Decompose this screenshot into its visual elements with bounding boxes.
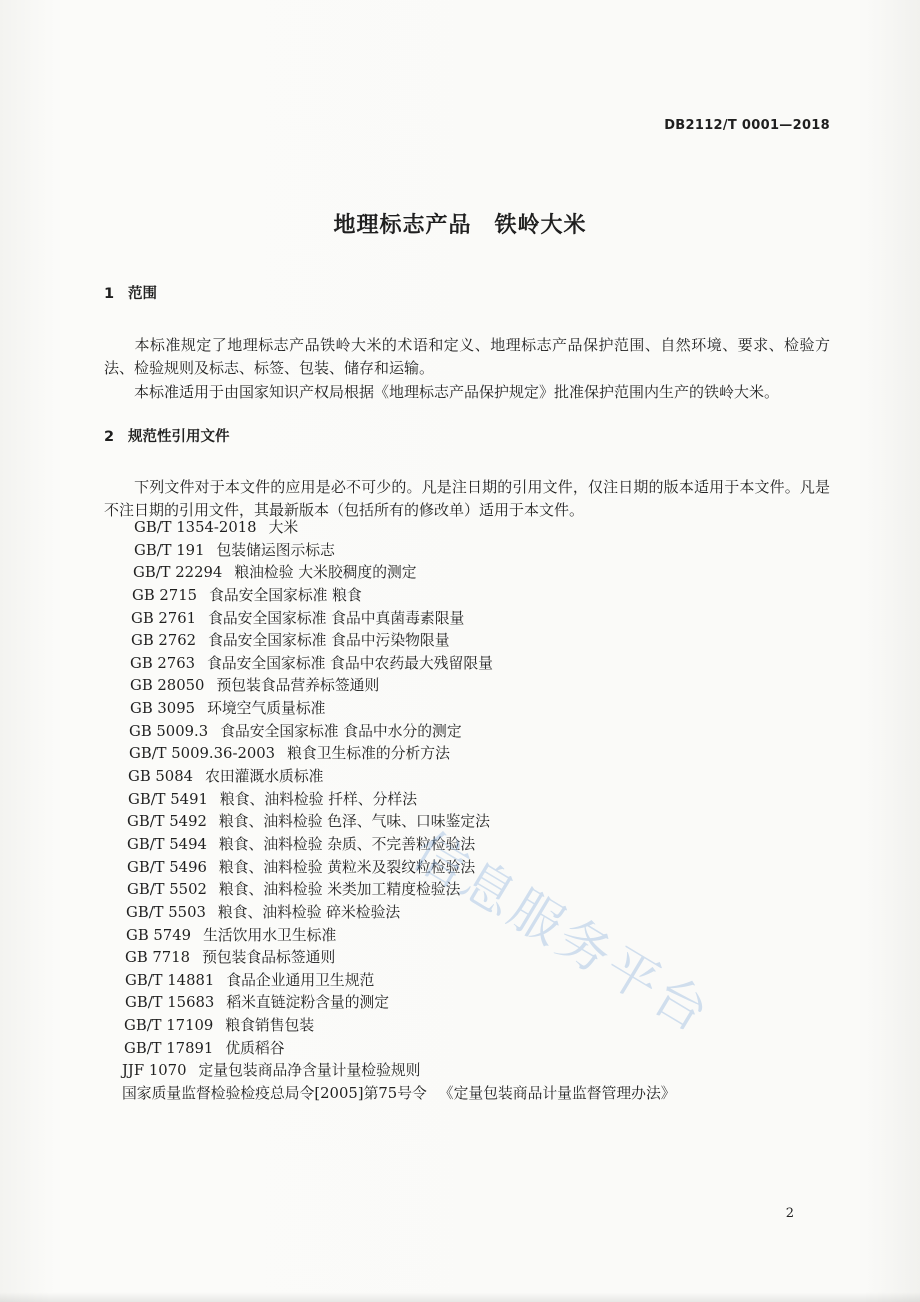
reference-item [120,698,820,721]
section-title: 规范性引用文件 [128,429,230,445]
reference-title: 食品安全国家标准 食品中真菌毒素限量 [208,609,465,627]
watermark: 信息服务平台 [402,821,722,1046]
reference-code: GB/T 17891 [124,1039,214,1057]
reference-item [120,675,820,698]
reference-item [120,743,820,766]
reference-item [120,540,820,563]
reference-item [120,1083,820,1106]
reference-code: GB 3095 [130,700,196,718]
reference-code: GB/T 5491 [128,790,208,808]
reference-code: GB 5084 [128,768,194,786]
section-number: 2 [104,429,115,445]
reference-item [120,608,820,631]
reference-code: 国家质量监督检验检疫总局令[2005]第75号令 [122,1085,427,1103]
section-1-heading [104,282,157,303]
reference-title: 粮食销售包装 [225,1017,315,1035]
reference-title: 食品安全国家标准 食品中水分的测定 [220,722,462,740]
reference-title: 优质稻谷 [225,1039,285,1057]
reference-item [120,766,820,789]
reference-code: GB/T 1354-2018 [134,519,257,536]
reference-title: 粮食、油料检验 黄粒米及裂纹粒检验法 [218,858,476,876]
section-title: 范围 [128,286,157,302]
reference-item [120,585,820,608]
reference-title: 预包装食品营养标签通则 [216,677,380,695]
reference-list [120,517,820,1106]
reference-code: GB 5009.3 [129,722,209,740]
reference-item [120,562,820,585]
reference-code: GB 2763 [130,654,196,672]
reference-code: GB 2761 [131,609,197,627]
reference-item [120,789,820,812]
reference-code: GB/T 5494 [127,835,207,853]
reference-title: 粮食卫生标准的分析方法 [287,745,450,763]
reference-title: 包装储运图示标志 [216,541,335,559]
reference-code: GB/T 15683 [125,994,215,1012]
reference-item [120,721,820,744]
reference-title: 粮食、油料检验 米类加工精度检验法 [218,881,461,899]
reference-code: GB/T 191 [134,541,205,559]
reference-title: 预包装食品标签通则 [202,949,336,967]
reference-code: GB 7718 [125,949,191,967]
reference-title: 食品安全国家标准 食品中污染物限量 [208,632,450,650]
reference-code: GB/T 5009.36-2003 [129,745,276,763]
reference-code: GB/T 5496 [127,858,207,876]
section-number: 1 [104,286,115,302]
reference-code: GB 2715 [132,586,198,604]
reference-code: GB 2762 [131,632,197,650]
references-intro: 下列文件对于本文件的应用是必不可少的。凡是注日期的引用文件，仅注日期的版本适用于本文件。凡是不注日期的引用文件，其最新版本（包括所有的修改单）适用于本文件。 [104,478,830,519]
reference-title: 稻米直链淀粉含量的测定 [226,994,390,1012]
reference-code: GB/T 14881 [125,971,215,989]
reference-title: 粮油检验 大米胶稠度的测定 [234,564,417,582]
reference-title: 食品安全国家标准 食品中农药最大残留限量 [207,654,493,672]
reference-code: GB 5749 [126,926,192,944]
reference-code: GB/T 5503 [126,903,206,921]
reference-item [120,653,820,676]
reference-code: GB/T 5492 [127,813,207,831]
reference-title: 生活饮用水卫生标准 [203,926,337,944]
reference-title: 粮食、油料检验 碎米检验法 [217,903,401,921]
reference-item [120,925,820,948]
reference-item [120,517,820,540]
reference-title: 大米 [268,519,299,536]
reference-title: 农田灌溉水质标准 [205,768,324,786]
reference-title: 食品企业通用卫生规范 [226,971,375,989]
reference-item [120,1060,820,1083]
reference-item [120,1015,820,1038]
section-2-heading [104,425,230,446]
reference-title: 粮食、油料检验 色泽、气味、口味鉴定法 [218,813,490,831]
reference-item [120,630,820,653]
reference-code: GB/T 22294 [133,564,223,582]
scope-paragraph-2: 本标准适用于由国家知识产权局根据《地理标志产品保护规定》批准保护范围内生产的铁岭大米。 [134,383,780,401]
reference-title: 定量包装商品净含量计量检验规则 [198,1062,421,1080]
reference-title: 粮食、油料检验 扦样、分样法 [219,790,417,808]
reference-title: 食品安全国家标准 粮食 [209,586,362,604]
document-title: 地理标志产品 铁岭大米 [333,213,587,238]
reference-code: GB/T 5502 [127,881,207,899]
reference-title: 环境空气质量标准 [207,700,326,718]
reference-item [120,1038,820,1061]
page-number: 2 [785,1206,794,1221]
reference-item [120,947,820,970]
reference-code: GB 28050 [130,677,205,695]
reference-code: GB/T 17109 [124,1017,214,1035]
reference-title: 《定量包装商品计量监督管理办法》 [438,1085,676,1103]
scope-paragraph-1: 本标准规定了地理标志产品铁岭大米的术语和定义、地理标志产品保护范围、自然环境、要求、检验方法、检验规则及标志、标签、包装、储存和运输。 [104,336,830,377]
reference-code: JJF 1070 [122,1062,187,1080]
document-code: DB2112/T 0001—2018 [664,118,830,133]
reference-title: 粮食、油料检验 杂质、不完善粒检验法 [218,835,476,853]
